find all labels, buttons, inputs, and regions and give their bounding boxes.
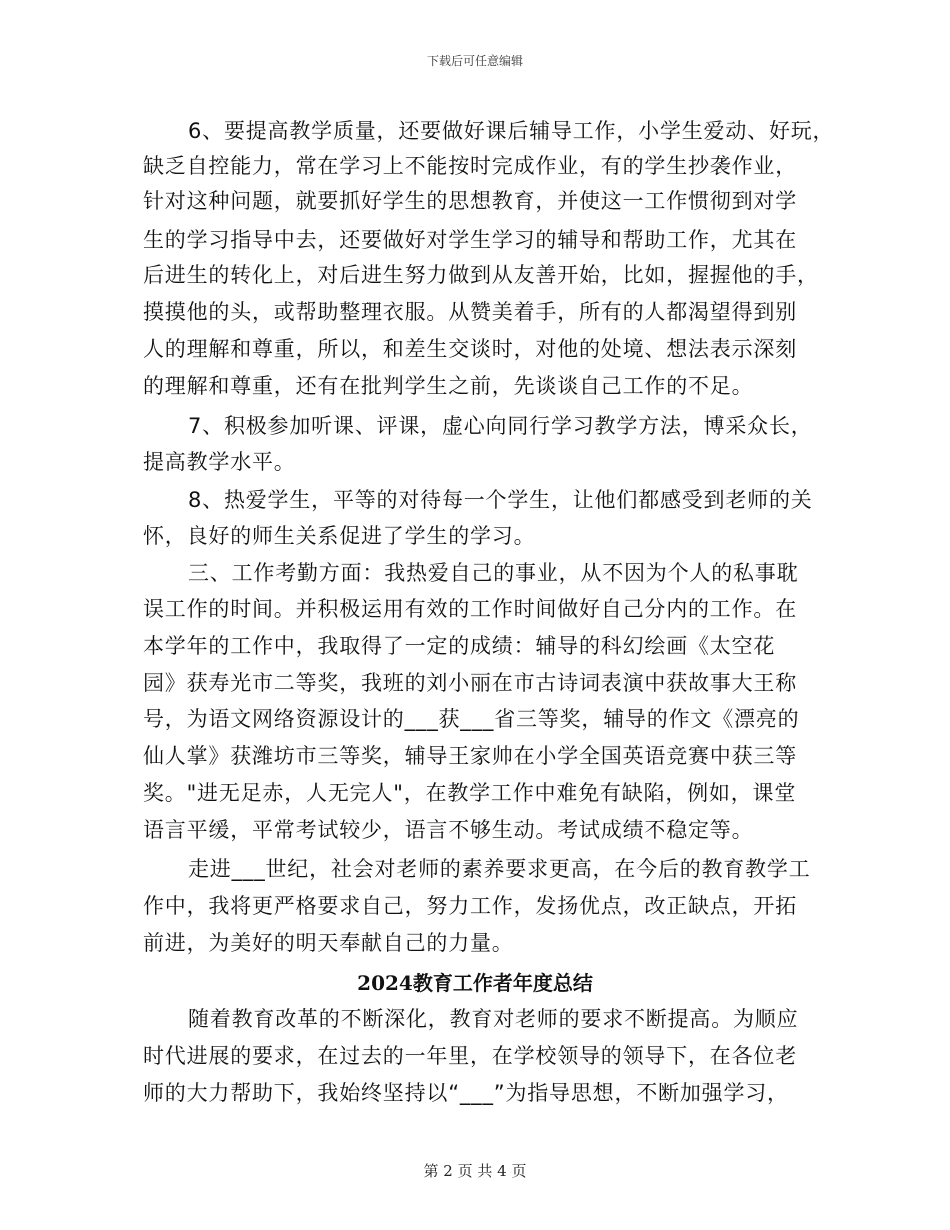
paragraph-line: 人的理解和尊重，所以，和差生交谈时，对他的处境、想法表示深刻 xyxy=(143,337,797,361)
paragraph-line: 生的学习指导中去，还要做好对学生学习的辅导和帮助工作，尤其在 xyxy=(143,228,797,252)
paragraph-line: 作中，我将更严格要求自己，努力工作，发扬优点，改正缺点，开拓 xyxy=(143,894,797,918)
paragraph-line: 提高教学水平。 xyxy=(143,450,296,474)
paragraph-line: 师的大力帮助下，我始终坚持以“___”为指导思想，不断加强学习， xyxy=(143,1081,789,1105)
paragraph-line: 三、工作考勤方面：我热爱自己的事业，从不因为个人的私事耽 xyxy=(188,561,799,585)
paragraph-line: 走进___世纪，社会对老师的素养要求更高，在今后的教育教学工 xyxy=(188,857,811,881)
paragraph-line: 本学年的工作中，我取得了一定的成绩：辅导的科幻绘画《太空花 xyxy=(143,634,776,658)
paragraph-line: 前进，为美好的明天奉献自己的力量。 xyxy=(143,931,514,955)
paragraph-line: 园》获寿光市二等奖，我班的刘小丽在市古诗词表演中获故事大王称 xyxy=(143,671,797,695)
paragraph-line: 摸摸他的头，或帮助整理衣服。从赞美着手，所有的人都渴望得到别 xyxy=(143,300,797,324)
paragraph-line: 误工作的时间。并积极运用有效的工作时间做好自己分内的工作。在 xyxy=(143,597,797,621)
paragraph-line: 怀，良好的师生关系促进了学生的学习。 xyxy=(143,524,536,548)
section-title: 2024教育工作者年度总结 xyxy=(357,971,593,995)
page-header: 下载后可任意编辑 xyxy=(426,54,523,68)
paragraph-line: 后进生的转化上，对后进生努力做到从友善开始，比如，握握他的手， xyxy=(143,263,819,287)
paragraph-line: 随着教育改革的不断深化，教育对老师的要求不断提高。为顺应 xyxy=(188,1007,799,1031)
paragraph-line: 时代进展的要求，在过去的一年里，在学校领导的领导下，在各位老 xyxy=(143,1044,797,1068)
paragraph-line: 号，为语文网络资源设计的___获___省三等奖，辅导的作文《漂亮的 xyxy=(143,707,800,731)
paragraph-line: 的理解和尊重，还有在批判学生之前，先谈谈自己工作的不足。 xyxy=(143,374,754,398)
paragraph-line: 语言平缓，平常考试较少，语言不够生动。考试成绩不稳定等。 xyxy=(143,818,754,842)
paragraph-line: 缺乏自控能力，常在学习上不能按时完成作业，有的学生抄袭作业， xyxy=(143,154,797,178)
paragraph-line: 仙人掌》获潍坊市三等奖，辅导王家帅在小学全国英语竞赛中获三等 xyxy=(143,744,797,768)
paragraph-line: 针对这种问题，就要抓好学生的思想教育，并使这一工作惯彻到对学 xyxy=(143,189,797,213)
paragraph-line: 7、积极参加听课、评课，虚心向同行学习教学方法，博采众长， xyxy=(188,414,813,438)
page-footer: 第 2 页 共 4 页 xyxy=(423,1162,527,1180)
paragraph-line: 8、热爱学生，平等的对待每一个学生，让他们都感受到老师的关 xyxy=(188,488,813,512)
paragraph-line: 6、要提高教学质量，还要做好课后辅导工作，小学生爱动、好玩， xyxy=(188,119,835,143)
paragraph-line: 奖。"进无足赤，人无完人"，在教学工作中难免有缺陷，例如，课堂 xyxy=(143,781,797,805)
